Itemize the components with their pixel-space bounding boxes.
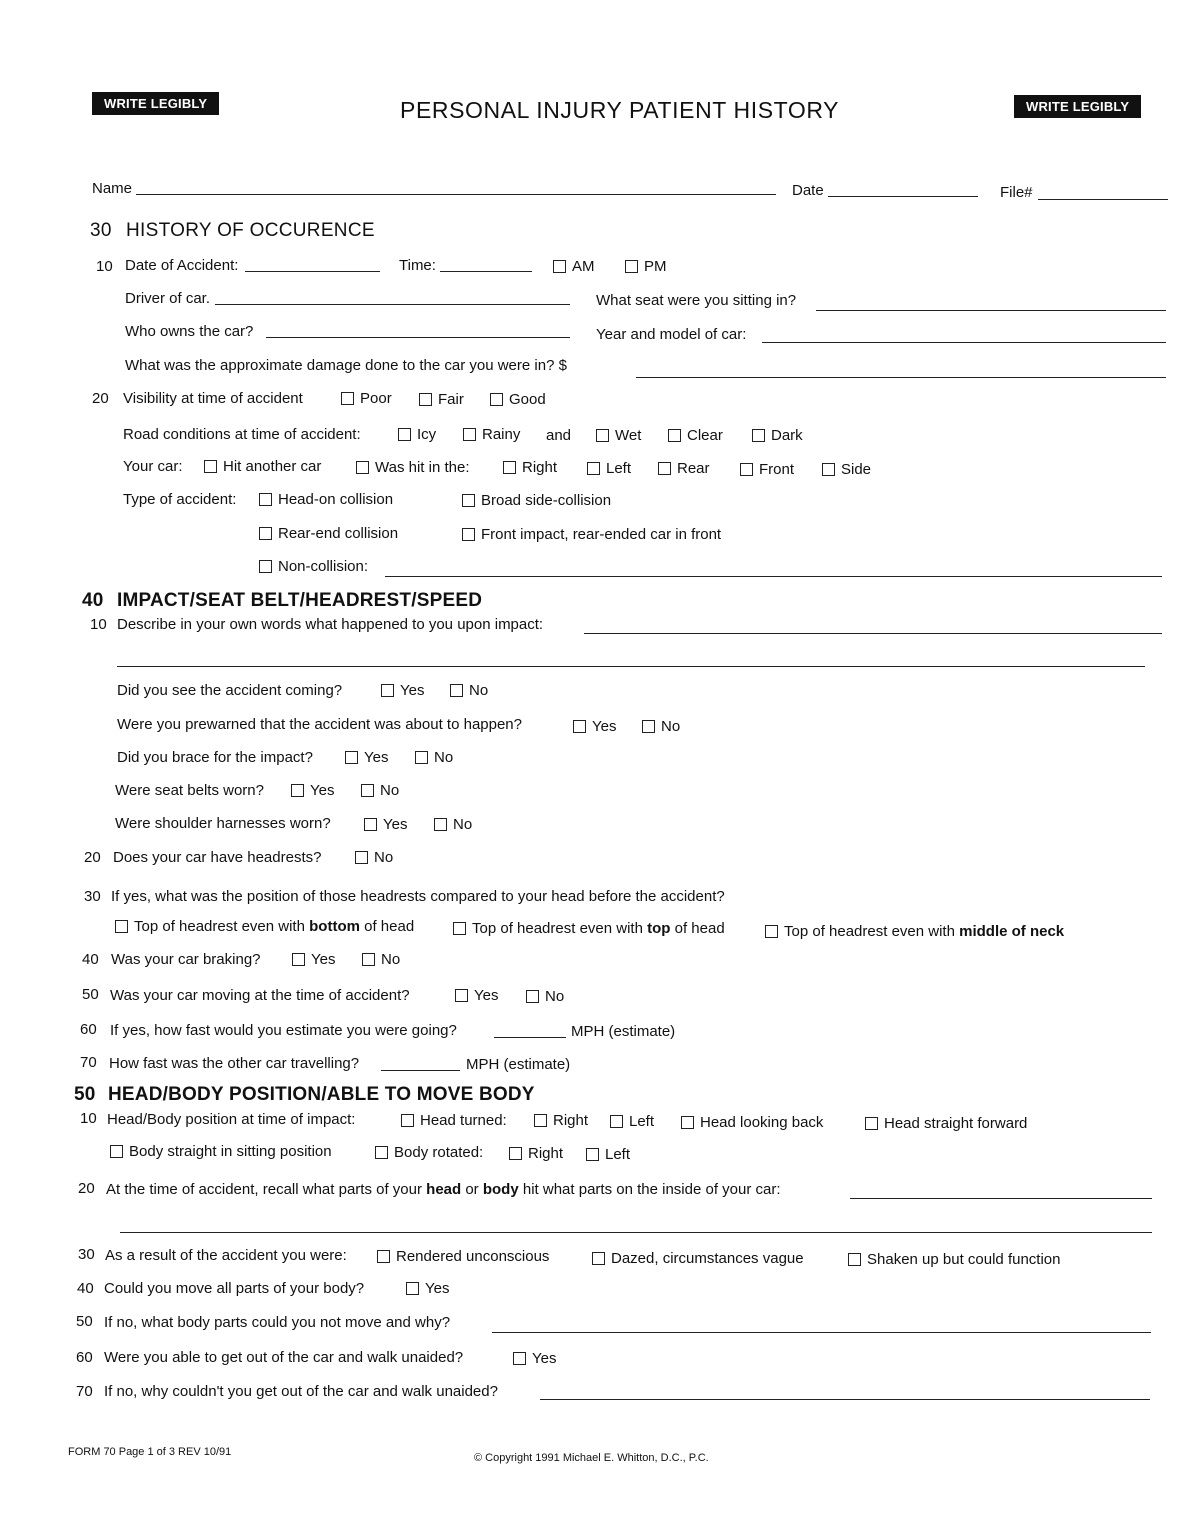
checkbox[interactable]: [345, 751, 358, 764]
item-number: 30: [84, 888, 101, 905]
checkbox[interactable]: [259, 493, 272, 506]
option-label: Yes: [383, 816, 408, 833]
head-straight-forward-option[interactable]: [865, 1115, 1027, 1132]
rear-end-option[interactable]: [259, 525, 398, 542]
name-field[interactable]: [136, 194, 776, 195]
checkbox[interactable]: [658, 462, 671, 475]
see-coming-label: Did you see the accident coming?: [117, 682, 343, 699]
position-label: Head/Body position at time of impact:: [107, 1111, 356, 1128]
brace-no[interactable]: [415, 749, 453, 766]
option-label: Rainy: [482, 426, 521, 443]
mph-estimate-label: MPH (estimate): [571, 1023, 676, 1040]
see-coming-yes[interactable]: [381, 682, 424, 699]
time-field[interactable]: [440, 271, 532, 272]
road-icy-option[interactable]: [398, 426, 436, 443]
checkbox[interactable]: [503, 461, 516, 474]
checkbox[interactable]: [668, 429, 681, 442]
checkbox[interactable]: [610, 1115, 623, 1128]
item-number: 50: [76, 1313, 93, 1330]
unconscious-option[interactable]: [377, 1248, 549, 1265]
checkbox[interactable]: [681, 1116, 694, 1129]
visibility-poor-option[interactable]: [341, 390, 392, 407]
harnesses-label: Were shoulder harnesses worn?: [115, 815, 331, 832]
write-legibly-badge-left: WRITE LEGIBLY: [92, 92, 219, 115]
section-30-number: 30: [90, 220, 112, 241]
describe-label: Describe in your own words what happened to you upon impact:: [117, 616, 544, 633]
checkbox[interactable]: [259, 527, 272, 540]
option-label: Left: [629, 1113, 655, 1130]
item-number: 40: [82, 951, 99, 968]
option-label: Icy: [417, 426, 437, 443]
item-number: 50: [82, 986, 99, 1003]
position-question: If yes, what was the position of those headrests compared to your head before the accident?: [111, 888, 725, 905]
option-label: Yes: [364, 749, 389, 766]
front-impact-option[interactable]: [462, 526, 721, 543]
hit-side-option[interactable]: [822, 461, 871, 478]
option-label: Yes: [311, 951, 336, 968]
damage-field[interactable]: [636, 377, 1166, 378]
section-50-heading: HEAD/BODY POSITION/ABLE TO MOVE BODY: [108, 1084, 535, 1105]
checkbox[interactable]: [377, 1250, 390, 1263]
option-label: Head-on collision: [278, 491, 394, 508]
road-clear-option[interactable]: [668, 427, 723, 444]
seat-label: What seat were you sitting in?: [596, 292, 797, 309]
driver-label: Driver of car.: [125, 290, 211, 307]
harnesses-no[interactable]: [434, 816, 472, 833]
checkbox[interactable]: [204, 460, 217, 473]
option-label: Body straight in sitting position: [129, 1143, 332, 1160]
checkbox[interactable]: [642, 720, 655, 733]
owner-label: Who owns the car?: [125, 323, 254, 340]
checkbox[interactable]: [462, 528, 475, 541]
checkbox[interactable]: [453, 922, 466, 935]
checkbox[interactable]: [401, 1114, 414, 1127]
checkbox[interactable]: [398, 428, 411, 441]
option-label: Was hit in the:: [375, 459, 470, 476]
option-label: Rear-end collision: [278, 525, 399, 542]
option-label: Yes: [400, 682, 425, 699]
option-label: Yes: [592, 718, 617, 735]
option-label: Right: [528, 1145, 564, 1162]
head-looking-back-option[interactable]: [681, 1114, 823, 1131]
pm-option[interactable]: [625, 258, 667, 275]
year-model-field[interactable]: [762, 342, 1166, 343]
checkbox[interactable]: [526, 990, 539, 1003]
describe-field-line-2[interactable]: [117, 666, 1145, 667]
seat-field[interactable]: [816, 310, 1166, 311]
head-left-option[interactable]: [610, 1113, 654, 1130]
checkbox[interactable]: [356, 461, 369, 474]
option-label: of head: [674, 920, 725, 937]
section-30-heading: HISTORY OF OCCURENCE: [126, 220, 375, 241]
checkbox[interactable]: [592, 1252, 605, 1265]
checkbox[interactable]: [341, 392, 354, 405]
how-fast-label: If yes, how fast would you estimate you were going?: [110, 1022, 457, 1039]
checkbox[interactable]: [419, 393, 432, 406]
option-label: Fair: [438, 391, 464, 408]
option-label: Right: [522, 459, 558, 476]
body-straight-option[interactable]: [110, 1143, 332, 1160]
section-50-number: 50: [74, 1084, 96, 1105]
head-right-option[interactable]: [534, 1112, 588, 1129]
owner-field[interactable]: [266, 337, 570, 338]
option-label: Yes: [474, 987, 499, 1004]
option-label: No: [380, 782, 400, 799]
checkbox[interactable]: [364, 818, 377, 831]
body-right-option[interactable]: [509, 1145, 563, 1162]
option-label: Dazed, circumstances vague: [611, 1250, 804, 1267]
move-all-label: Could you move all parts of your body?: [104, 1280, 365, 1297]
option-label: Yes: [532, 1350, 557, 1367]
option-label: No: [374, 849, 394, 866]
not-move-label: If no, what body parts could you not move and why?: [104, 1314, 451, 1331]
option-label: No: [434, 749, 454, 766]
checkbox[interactable]: [415, 751, 428, 764]
moving-no[interactable]: [526, 988, 564, 1005]
option-label: Top of headrest even with: [784, 923, 955, 940]
checkbox[interactable]: [848, 1253, 861, 1266]
checkbox[interactable]: [362, 953, 375, 966]
option-label: Hit another car: [223, 458, 322, 475]
option-label: Yes: [310, 782, 335, 799]
option-label: Rear: [677, 460, 710, 477]
item-number: 60: [80, 1021, 97, 1038]
hit-another-car-option[interactable]: [204, 458, 321, 475]
driver-field[interactable]: [215, 304, 570, 305]
checkbox[interactable]: [865, 1117, 878, 1130]
result-label: As a result of the accident you were:: [105, 1247, 347, 1264]
brace-yes[interactable]: [345, 749, 388, 766]
checkbox[interactable]: [115, 920, 128, 933]
checkbox[interactable]: [450, 684, 463, 697]
option-label: Right: [553, 1112, 589, 1129]
type-of-accident-label: Type of accident:: [123, 491, 237, 508]
seat-belts-yes[interactable]: [291, 782, 334, 799]
checkbox[interactable]: [292, 953, 305, 966]
option-label: Clear: [687, 427, 723, 444]
seat-belts-no[interactable]: [361, 782, 399, 799]
file-field[interactable]: [1038, 199, 1168, 200]
option-label: Front impact, rear-ended car in front: [481, 526, 722, 543]
checkbox[interactable]: [110, 1145, 123, 1158]
dazed-option[interactable]: [592, 1250, 804, 1267]
see-coming-no[interactable]: [450, 682, 488, 699]
get-out-label: Were you able to get out of the car and walk unaided?: [104, 1349, 464, 1366]
visibility-label: Visibility at time of accident: [123, 390, 303, 407]
option-label: Head looking back: [700, 1114, 824, 1131]
checkbox[interactable]: [513, 1352, 526, 1365]
moving-label: Was your car moving at the time of accident?: [110, 987, 410, 1004]
item-number: 20: [84, 849, 101, 866]
checkbox[interactable]: [434, 818, 447, 831]
item-number: 10: [80, 1110, 97, 1127]
why-not-field[interactable]: [540, 1399, 1150, 1400]
checkbox[interactable]: [740, 463, 753, 476]
am-option[interactable]: [553, 258, 595, 275]
road-wet-option[interactable]: [596, 427, 641, 444]
checkbox[interactable]: [586, 1148, 599, 1161]
option-label: Left: [606, 460, 632, 477]
item-number: 70: [80, 1054, 97, 1071]
brace-label: Did you brace for the impact?: [117, 749, 313, 766]
am-label: AM: [572, 258, 595, 275]
head-turned-option[interactable]: [401, 1112, 507, 1129]
option-label: Non-collision:: [278, 558, 369, 575]
checkbox[interactable]: [553, 260, 566, 273]
option-label: No: [469, 682, 489, 699]
checkbox[interactable]: [455, 989, 468, 1002]
pm-label: PM: [644, 258, 667, 275]
checkbox[interactable]: [375, 1146, 388, 1159]
checkbox[interactable]: [381, 684, 394, 697]
body-left-option[interactable]: [586, 1146, 630, 1163]
mph-estimate-label: MPH (estimate): [466, 1056, 571, 1073]
braking-yes[interactable]: [292, 951, 335, 968]
braking-label: Was your car braking?: [111, 951, 261, 968]
option-label: Yes: [425, 1280, 450, 1297]
option-label: No: [381, 951, 401, 968]
road-rainy-option[interactable]: [463, 426, 520, 443]
headrest-top-of-head-option[interactable]: [453, 920, 725, 937]
date-label: Date: [792, 182, 824, 199]
date-of-accident-field[interactable]: [245, 271, 380, 272]
non-collision-option[interactable]: [259, 558, 368, 575]
option-label: Side: [841, 461, 872, 478]
item-number: 70: [76, 1383, 93, 1400]
item-number: 60: [76, 1349, 93, 1366]
broad-side-option[interactable]: [462, 492, 611, 509]
option-label: Head turned:: [420, 1112, 507, 1129]
time-label: Time:: [399, 257, 436, 274]
not-move-field[interactable]: [492, 1332, 1151, 1333]
headrests-no[interactable]: [355, 849, 393, 866]
headrest-middle-of-neck-option[interactable]: [765, 923, 1064, 940]
your-car-label: Your car:: [123, 458, 183, 475]
name-label: Name: [92, 180, 133, 197]
page-title: PERSONAL INJURY PATIENT HISTORY: [400, 97, 840, 123]
checkbox[interactable]: [462, 494, 475, 507]
hit-parts-field-line-1[interactable]: [850, 1198, 1152, 1199]
checkbox[interactable]: [406, 1282, 419, 1295]
option-label: Head straight forward: [884, 1115, 1028, 1132]
other-car-label: How fast was the other car travelling?: [109, 1055, 360, 1072]
damage-label: What was the approximate damage done to the car you were in? $: [125, 357, 567, 374]
hit-rear-option[interactable]: [658, 460, 710, 477]
option-label: Wet: [615, 427, 642, 444]
checkbox[interactable]: [291, 784, 304, 797]
option-label: Shaken up but could function: [867, 1251, 1061, 1268]
form-number: FORM 70 Page 1 of 3 REV 10/91: [68, 1446, 232, 1458]
option-label: Broad side-collision: [481, 492, 612, 509]
checkbox[interactable]: [625, 260, 638, 273]
prewarned-no[interactable]: [642, 718, 680, 735]
option-label: of head: [364, 918, 415, 935]
write-legibly-badge-right: WRITE LEGIBLY: [1014, 95, 1141, 118]
move-all-yes[interactable]: [406, 1280, 449, 1297]
checkbox[interactable]: [752, 429, 765, 442]
headrests-label: Does your car have headrests?: [113, 849, 322, 866]
seat-belts-label: Were seat belts worn?: [115, 782, 264, 799]
visibility-good-option[interactable]: [490, 391, 546, 408]
checkbox[interactable]: [259, 560, 272, 573]
checkbox[interactable]: [509, 1147, 522, 1160]
checkbox[interactable]: [463, 428, 476, 441]
headrest-bottom-of-head-option[interactable]: [115, 918, 414, 935]
copyright: © Copyright 1991 Michael E. Whitton, D.C., P.C.: [474, 1452, 709, 1464]
option-label: Top of headrest even with: [472, 920, 643, 937]
visibility-fair-option[interactable]: [419, 391, 464, 408]
moving-yes[interactable]: [455, 987, 498, 1004]
checkbox[interactable]: [490, 393, 503, 406]
describe-field-line-1[interactable]: [584, 633, 1162, 634]
item-number: 10: [96, 258, 113, 275]
date-field[interactable]: [828, 196, 978, 197]
checkbox[interactable]: [534, 1114, 547, 1127]
hit-right-option[interactable]: [503, 459, 557, 476]
why-not-label: If no, why couldn't you get out of the car and walk unaided?: [104, 1383, 498, 1400]
checkbox[interactable]: [573, 720, 586, 733]
option-label-emphasis: middle of neck: [959, 923, 1065, 940]
get-out-yes[interactable]: [513, 1350, 556, 1367]
option-label: Front: [759, 461, 795, 478]
non-collision-field[interactable]: [385, 576, 1162, 577]
option-label: Good: [509, 391, 546, 408]
hit-parts-label: At the time of accident, recall what parts of your head or body hit what parts on the inside of your car:: [106, 1181, 781, 1198]
road-dark-option[interactable]: [752, 427, 803, 444]
section-40-heading: IMPACT/SEAT BELT/HEADREST/SPEED: [117, 590, 483, 611]
checkbox[interactable]: [596, 429, 609, 442]
checkbox[interactable]: [361, 784, 374, 797]
option-label: No: [545, 988, 565, 1005]
hit-front-option[interactable]: [740, 461, 794, 478]
body-rotated-option[interactable]: [375, 1144, 483, 1161]
prewarned-label: Were you prewarned that the accident was about to happen?: [117, 716, 522, 733]
speed-field[interactable]: [494, 1037, 566, 1038]
option-label-emphasis: bottom: [309, 918, 360, 935]
road-conditions-label: Road conditions at time of accident:: [123, 426, 361, 443]
item-number: 20: [92, 390, 109, 407]
item-number: 40: [77, 1280, 94, 1297]
year-model-label: Year and model of car:: [596, 326, 747, 343]
harnesses-yes[interactable]: [364, 816, 407, 833]
item-number: 10: [90, 616, 107, 633]
option-label: No: [661, 718, 681, 735]
date-of-accident-label: Date of Accident:: [125, 257, 239, 274]
option-label: No: [453, 816, 473, 833]
option-label-emphasis: top: [647, 920, 671, 937]
checkbox[interactable]: [765, 925, 778, 938]
braking-no[interactable]: [362, 951, 400, 968]
road-and-label: and: [546, 427, 572, 444]
checkbox[interactable]: [822, 463, 835, 476]
option-label: Poor: [360, 390, 392, 407]
checkbox[interactable]: [587, 462, 600, 475]
option-label: Body rotated:: [394, 1144, 484, 1161]
option-label: Rendered unconscious: [396, 1248, 550, 1265]
section-40-number: 40: [82, 590, 104, 611]
other-speed-field[interactable]: [381, 1070, 460, 1071]
shaken-option[interactable]: [848, 1251, 1060, 1268]
head-on-option[interactable]: [259, 491, 393, 508]
prewarned-yes[interactable]: [573, 718, 616, 735]
hit-parts-field-line-2[interactable]: [120, 1232, 1152, 1233]
file-label: File#: [1000, 184, 1033, 201]
option-label: Top of headrest even with: [134, 918, 305, 935]
checkbox[interactable]: [355, 851, 368, 864]
item-number: 20: [78, 1180, 95, 1197]
option-label: Left: [605, 1146, 631, 1163]
was-hit-option[interactable]: [356, 459, 469, 476]
hit-left-option[interactable]: [587, 460, 631, 477]
option-label: Dark: [771, 427, 803, 444]
item-number: 30: [78, 1246, 95, 1263]
